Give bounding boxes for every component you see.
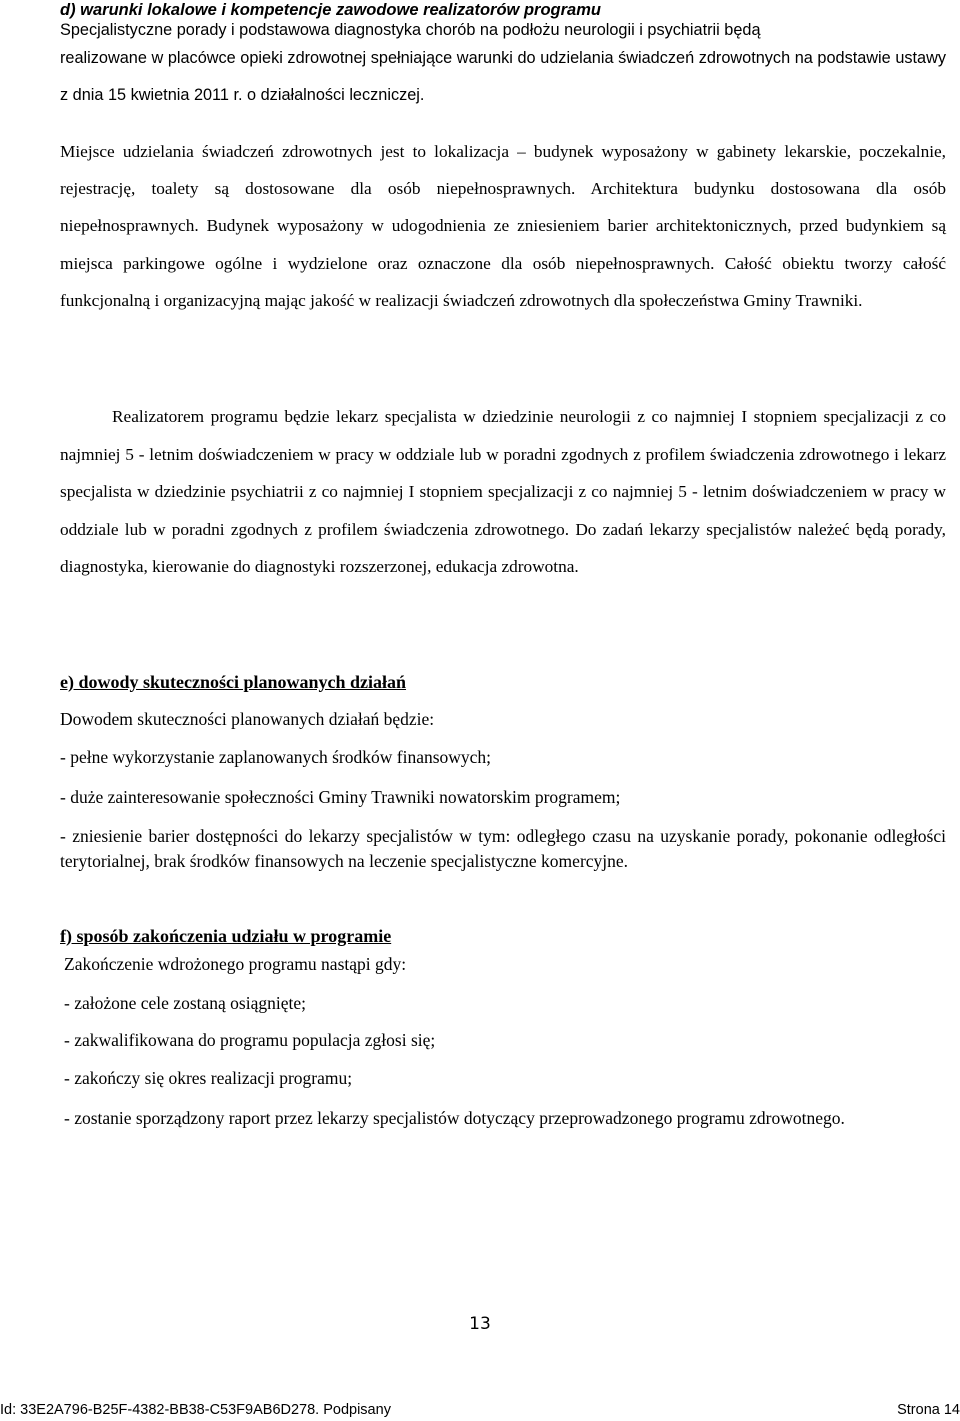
- section-d-paragraph-1-rest: realizowane w placówce opieki zdrowotnej spełniające warunki do udzielania świadczeń zdrowotnych na podstawie ustawy z dnia 15 kwietnia 2011 r. o działalności leczniczej.: [60, 49, 946, 104]
- section-e-item: - zniesienie barier dostępności do lekarzy specjalistów w tym: odległego czasu na uzyskanie porady, pokonanie odległości terytorialnej, brak środków finansowych na leczenie specjalistyczne komercyjne.: [60, 826, 946, 871]
- section-d-paragraph-1-line-1: Specjalistyczne porady i podstawowa diagnostyka chorób na podłożu neurologii i psychiatrii będą: [60, 21, 761, 39]
- section-d-paragraph-2: Miejsce udzielania świadczeń zdrowotnych jest to lokalizacja – budynek wyposażony w gabinety lekarskie, poczekalnie, rejestrację, toalety są dostosowane dla osób niepełnosprawnych. Architektura budynku dostosowana dla osób niepełnosprawnych. Budynek wyposażony w udogodnienia ze zniesieniem barier architektonicznych, przed budynkiem są miejsca parkingowe ogólne i wydzielone oraz oznaczone dla osób niepełnosprawnych. Całość obiektu tworzy całość funkcjonalną i organizacyjną mając jakość w realizacji świadczeń zdrowotnych dla społeczeństwa Gminy Trawniki.: [60, 142, 946, 310]
- section-f-item: - zostanie sporządzony raport przez lekarzy specjalistów dotyczący przeprowadzonego programu zdrowotnego.: [64, 1108, 845, 1128]
- section-f-item: - zakwalifikowana do programu populacja zgłosi się;: [64, 1030, 436, 1050]
- section-e-item: - duże zainteresowanie społeczności Gminy Trawniki nowatorskim programem;: [60, 787, 621, 807]
- section-d-paragraph-1: [60, 20, 946, 114]
- section-e-intro: Dowodem skuteczności planowanych działań będzie:: [60, 709, 435, 729]
- section-f-item: - zakończy się okres realizacji programu;: [64, 1068, 353, 1088]
- section-f-item: - założone cele zostaną osiągnięte;: [64, 993, 306, 1013]
- section-e-heading: e) dowody skuteczności planowanych działań: [60, 672, 407, 692]
- page-number: 13: [469, 1314, 491, 1334]
- section-f-heading: f) sposób zakończenia udziału w programie: [60, 926, 392, 946]
- footer-document-id: Id: 33E2A796-B25F-4382-BB38-C53F9AB6D278. Podpisany: [0, 1402, 391, 1418]
- section-e-item: - pełne wykorzystanie zaplanowanych środków finansowych;: [60, 747, 492, 767]
- section-d-paragraph-3: Realizatorem programu będzie lekarz specjalista w dziedzinie neurologii z co najmniej I stopniem specjalizacji z co najmniej 5 - letnim doświadczeniem w pracy w oddziale lub w poradni zgodnych z profilem świadczenia zdrowotnego i lekarz specjalista w dziedzinie psychiatrii z co najmniej I stopniem specjalizacji z co najmniej 5 - letnim doświadczeniem w pracy w oddziale lub w poradni zgodnych z profilem świadczenia zdrowotnego. Do zadań lekarzy specjalistów należeć będą porady, diagnostyka, kierowanie do diagnostyki rozszerzonej, edukacja zdrowotna.: [60, 407, 946, 576]
- section-d-heading: d) warunki lokalowe i kompetencje zawodowe realizatorów programu: [60, 1, 601, 19]
- section-f-intro: Zakończenie wdrożonego programu nastąpi gdy:: [64, 954, 407, 974]
- footer-page-label: Strona 14: [897, 1402, 960, 1418]
